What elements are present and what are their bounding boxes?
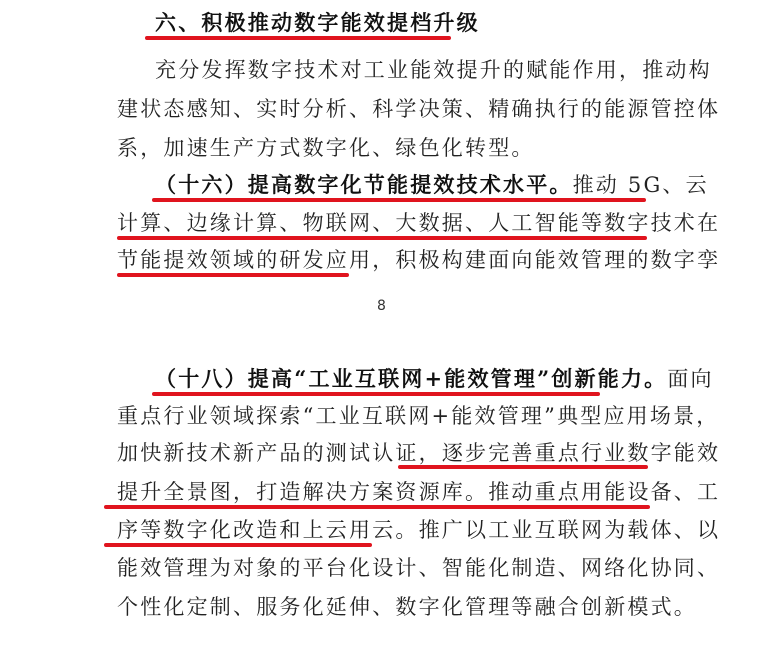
item16-underline-1 <box>152 198 646 202</box>
item16-title: （十六）提高数字化节能提效技术水平。 <box>155 172 573 197</box>
intro-line-2: 建状态感知、实时分析、科学决策、精确执行的能源管控体 <box>117 97 721 121</box>
item16-line3-rest: ，积极构建面向能效管理的数字孪 <box>372 248 721 272</box>
section-heading: 六、积极推动数字能效提档升级 <box>155 10 480 35</box>
item18-underline-1 <box>152 392 600 396</box>
item18-line-5 <box>117 515 720 545</box>
intro-line-3: 系，加速生产方式数字化、绿色化转型。 <box>117 136 535 160</box>
item18-line-4: 提升全景图，打造解决方案资源库。推动重点用能设备、工 <box>117 480 721 504</box>
intro-line-1: 充分发挥数字技术对工业能效提升的赋能作用，推动构 <box>155 58 712 82</box>
item16-line3-emph: 节能提效领域的研发应用 <box>117 248 373 272</box>
item16-underline-3 <box>117 273 349 277</box>
item18-line-1 <box>155 364 714 394</box>
item16-line-2: 计算、边缘计算、物联网、大数据、人工智能等数字技术在 <box>117 211 721 235</box>
item18-title: （十八）提高“工业互联网+能效管理”创新能力。 <box>155 366 668 391</box>
item16-line1-rest: 推动 5G、云 <box>572 173 709 197</box>
item18-line5-emph: 序等数字化改造和上云用云。 <box>117 518 419 542</box>
item16-line-1 <box>155 170 709 200</box>
page-number: 8 <box>377 298 386 314</box>
item18-line-7: 个性化定制、服务化延伸、数字化管理等融合创新模式。 <box>117 595 697 619</box>
item18-line5-rest: 推广以工业互联网为载体、以 <box>418 518 721 542</box>
item18-line1-rest: 面向 <box>667 367 714 391</box>
item18-underline-3 <box>398 465 648 469</box>
heading-underline <box>145 36 451 40</box>
item18-line-2: 重点行业领域探索“工业互联网+能效管理”典型应用场景， <box>117 404 720 428</box>
item18-line3-pre: 加快新技术新产品的测试认证， <box>117 441 442 465</box>
item18-underline-5 <box>104 543 372 547</box>
item18-line3-emph: 逐步完善重点行业数字能效 <box>441 441 721 465</box>
item18-underline-4 <box>104 505 650 509</box>
item16-underline-2 <box>117 236 647 240</box>
item16-line-3 <box>117 245 720 275</box>
item18-line-6: 能效管理为对象的平台化设计、智能化制造、网络化协同、 <box>117 556 721 580</box>
item18-line-3 <box>117 438 720 468</box>
